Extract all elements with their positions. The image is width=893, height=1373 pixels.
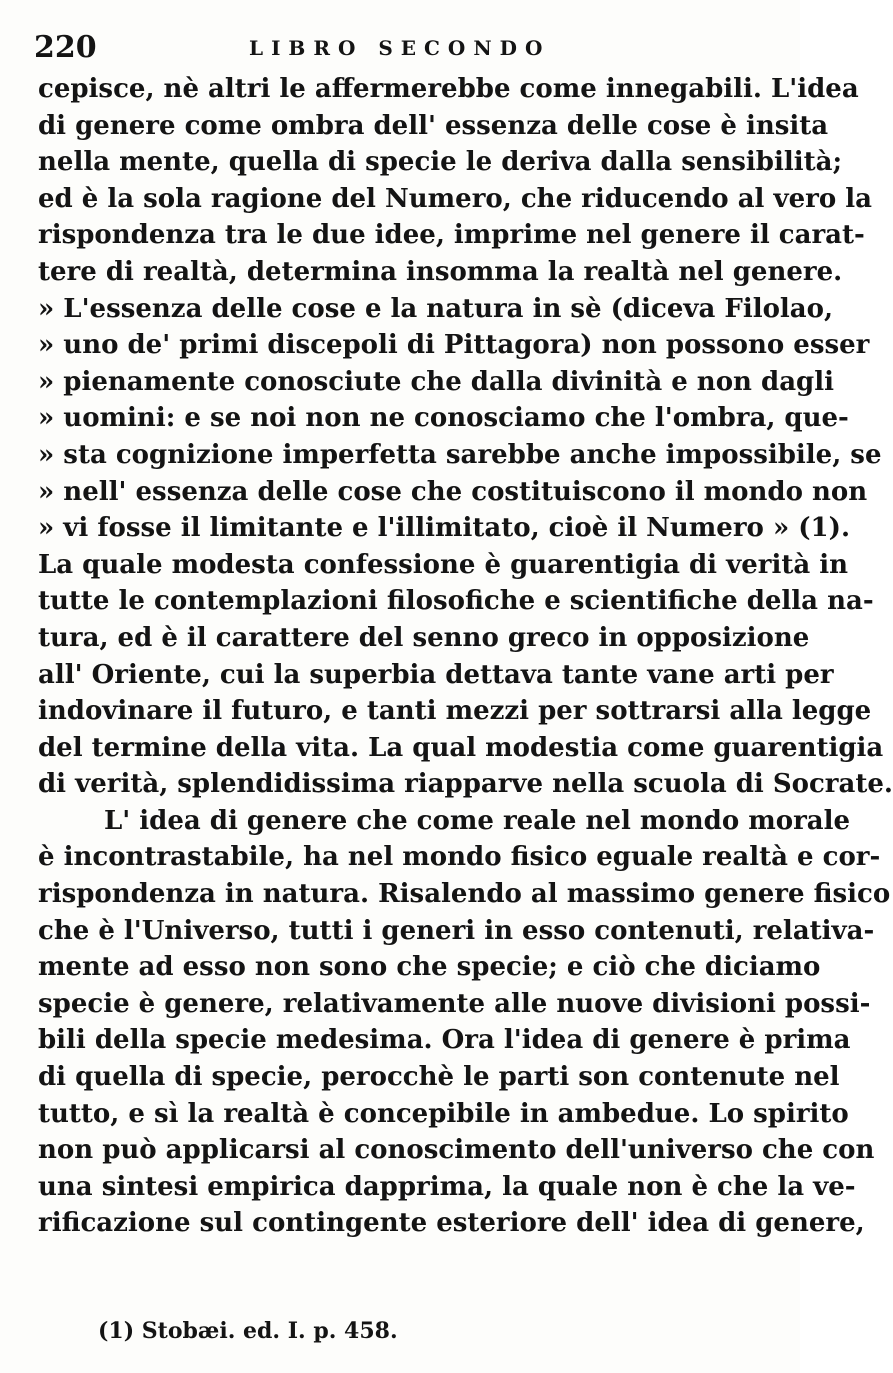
text-line: una sintesi empirica dapprima, la quale non è che la ve-: [38, 1171, 856, 1202]
page-number: 220: [34, 30, 97, 65]
text-line: tura, ed è il carattere del senno greco in opposizione: [38, 622, 810, 653]
text-line: non può applicarsi al conoscimento dell'universo che con: [38, 1135, 875, 1166]
text-line: di verità, splendidissima riapparve nella scuola di Socrate.: [38, 769, 893, 800]
body-text: [38, 71, 893, 1242]
quotation-line: » nell' essenza delle cose che costituiscono il mondo non: [38, 476, 868, 507]
text-line: di quella di specie, perocchè le parti son contenute nel: [38, 1062, 840, 1093]
text-line: di genere come ombra dell' essenza delle cose è insita: [38, 110, 829, 141]
quotation-line: » sta cognizione imperfetta sarebbe anche impossibile, se: [38, 439, 882, 470]
text-line: mente ad esso non sono che specie; e ciò che diciamo: [38, 952, 821, 983]
text-line: La quale modesta confessione è guarentigia di verità in: [38, 549, 849, 580]
text-line: del termine della vita. La qual modestia come guarentigia: [38, 732, 884, 763]
text-line: rificazione sul contingente esteriore dell' idea di genere,: [38, 1208, 865, 1239]
quotation-line: » uno de' primi discepoli di Pittagora) non possono esser: [38, 330, 870, 361]
page-header: [34, 30, 764, 70]
text-line: è incontrastabile, ha nel mondo fisico eguale realtà e cor-: [38, 842, 881, 873]
text-line: tutte le contemplazioni filosofiche e scientifiche della na-: [38, 586, 874, 617]
quotation-line: » vi fosse il limitante e l'illimitato, cioè il Numero » (1).: [38, 513, 850, 544]
text-line: che è l'Universo, tutti i generi in esso contenuti, relativa-: [38, 915, 875, 946]
text-line: all' Oriente, cui la superbia dettava tante vane arti per: [38, 659, 834, 690]
running-head: LIBRO SECONDO: [249, 36, 551, 60]
text-line: tutto, e sì la realtà è concepibile in ambedue. Lo spirito: [38, 1098, 849, 1129]
text-line: specie è genere, relativamente alle nuove divisioni possi-: [38, 988, 871, 1019]
quotation-line: » pienamente conosciute che dalla divinità e non dagli: [38, 366, 834, 397]
quotation-line: » L'essenza delle cose e la natura in sè (diceva Filolao,: [38, 293, 834, 324]
text-line: tere di realtà, determina insomma la realtà nel genere.: [38, 256, 843, 287]
text-line: indovinare il futuro, e tanti mezzi per sottrarsi alla legge: [38, 696, 872, 727]
text-line: ed è la sola ragione del Numero, che riducendo al vero la: [38, 183, 872, 214]
text-line: rispondenza tra le due idee, imprime nel genere il carat-: [38, 220, 865, 251]
quotation-line: » uomini: e se noi non ne conosciamo che l'ombra, que-: [38, 403, 849, 434]
text-line: bili della specie medesima. Ora l'idea di genere è prima: [38, 1025, 851, 1056]
text-line: nella mente, quella di specie le deriva dalla sensibilità;: [38, 147, 843, 178]
footnote: (1) Stobæi. ed. I. p. 458.: [98, 1318, 398, 1344]
text-line: cepisce, nè altri le affermerebbe come innegabili. L'idea: [38, 74, 859, 104]
text-line: rispondenza in natura. Risalendo al massimo genere fisico: [38, 879, 891, 910]
paragraph-first-line: L' idea di genere che come reale nel mondo morale: [104, 805, 851, 836]
